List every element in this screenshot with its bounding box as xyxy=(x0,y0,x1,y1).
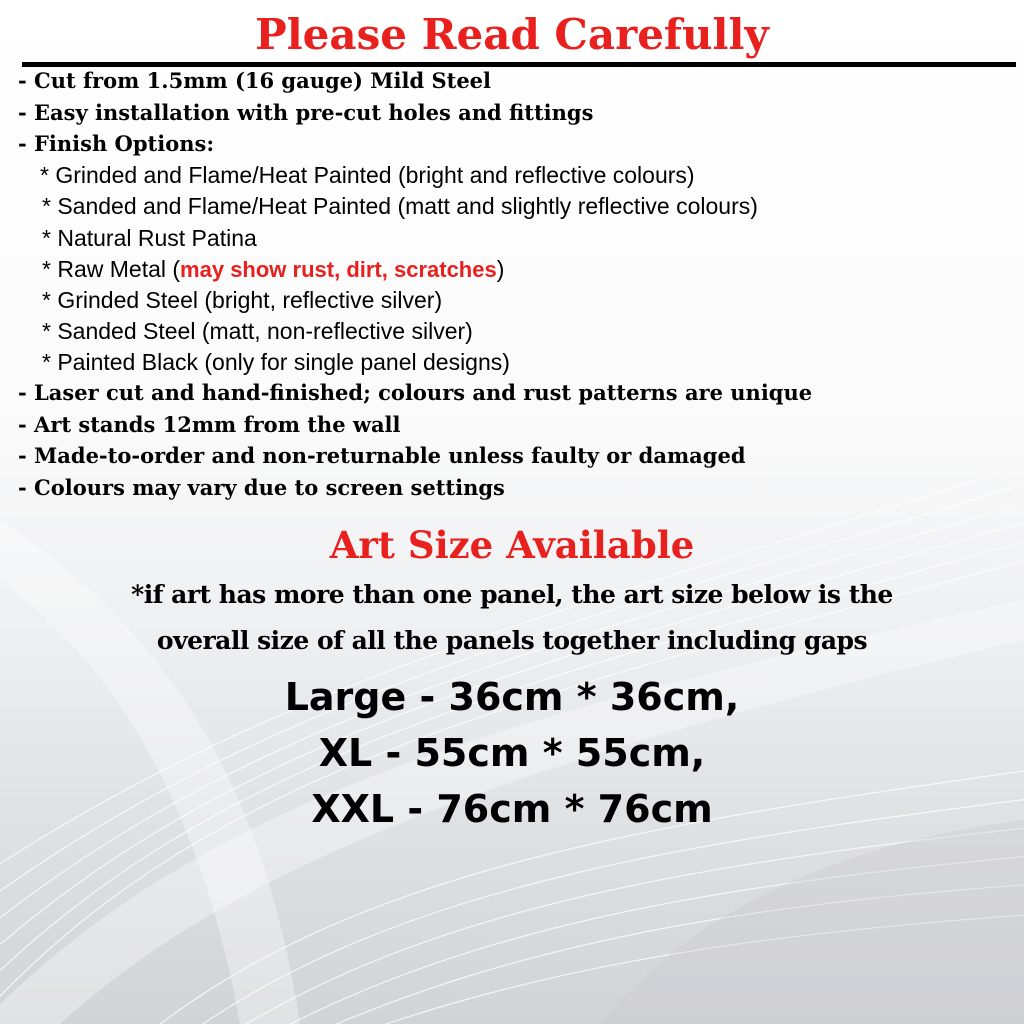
raw-metal-close: ) xyxy=(496,256,505,282)
finish-option: * Sanded and Flame/Heat Painted (matt and slightly reflective colours) xyxy=(42,193,758,219)
finish-option: * Sanded Steel (matt, non-reflective silver) xyxy=(42,318,473,344)
note-item: - Art stands 12mm from the wall xyxy=(18,412,401,437)
feature-item: - Cut from 1.5mm (16 gauge) Mild Steel xyxy=(18,68,492,93)
page-title: Please Read Carefully xyxy=(255,10,769,59)
note-item: - Colours may vary due to screen settings xyxy=(18,475,505,500)
finish-option: * Grinded Steel (bright, reflective silver) xyxy=(42,287,443,313)
finish-option: * Natural Rust Patina xyxy=(42,225,257,251)
size-option-xl: XL - 55cm * 55cm, xyxy=(318,731,706,775)
feature-item: - Easy installation with pre-cut holes and fittings xyxy=(18,100,594,125)
finish-option-raw-metal xyxy=(42,256,504,283)
note-item: - Laser cut and hand-finished; colours and rust patterns are unique xyxy=(18,380,813,405)
title-divider xyxy=(22,62,1016,67)
raw-metal-warning: may show rust, dirt, scratches xyxy=(180,257,497,282)
feature-item: - Finish Options: xyxy=(18,131,215,156)
panel-size-note: overall size of all the panels together including gaps xyxy=(156,626,868,655)
panel-size-note: *if art has more than one panel, the art size below is the xyxy=(131,580,893,609)
note-item: - Made-to-order and non-returnable unless faulty or damaged xyxy=(18,443,746,468)
size-option-xxl: XXL - 76cm * 76cm xyxy=(311,787,713,831)
art-size-title: Art Size Available xyxy=(329,523,695,567)
size-option-large: Large - 36cm * 36cm, xyxy=(284,675,740,719)
finish-option: * Grinded and Flame/Heat Painted (bright and reflective colours) xyxy=(40,162,695,188)
finish-option: * Painted Black (only for single panel designs) xyxy=(42,349,510,375)
raw-metal-label: * Raw Metal ( xyxy=(42,256,181,282)
